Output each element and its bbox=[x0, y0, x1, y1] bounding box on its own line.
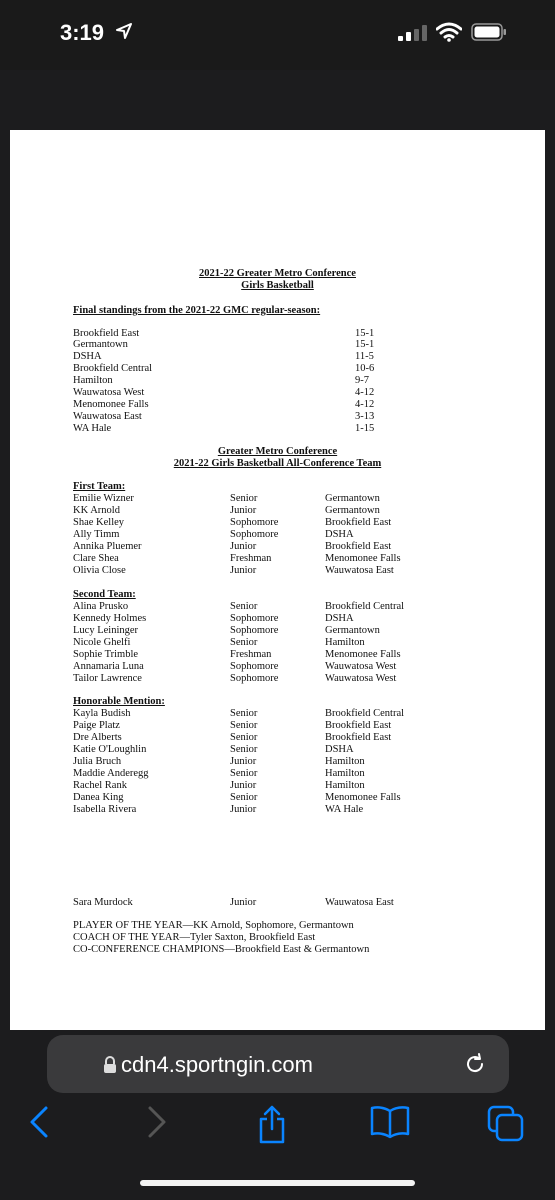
player-school: Wauwatosa West bbox=[325, 661, 397, 672]
player-name: Kennedy Holmes bbox=[73, 613, 147, 624]
player-school: Brookfield East bbox=[325, 732, 392, 743]
player-year: Senior bbox=[230, 708, 258, 719]
player-school: Hamilton bbox=[325, 756, 365, 767]
lock-icon bbox=[103, 1056, 117, 1074]
player-name: Ally Timm bbox=[73, 529, 120, 540]
home-indicator bbox=[140, 1180, 415, 1186]
player-year: Senior bbox=[230, 637, 258, 648]
player-year: Sophomore bbox=[230, 625, 279, 636]
player-name: Tailor Lawrence bbox=[73, 673, 142, 684]
player-name: Paige Platz bbox=[73, 720, 120, 731]
player-name: Olivia Close bbox=[73, 565, 126, 576]
standings-record: 15-1 bbox=[355, 339, 375, 350]
player-name: KK Arnold bbox=[73, 505, 120, 516]
reload-icon[interactable] bbox=[463, 1052, 487, 1076]
share-icon[interactable] bbox=[256, 1105, 288, 1145]
status-time: 3:19 bbox=[60, 20, 105, 45]
forward-icon[interactable] bbox=[146, 1105, 168, 1139]
player-school: Germantown bbox=[325, 493, 380, 504]
player-school: WA Hale bbox=[325, 804, 364, 815]
standings-team: Germantown bbox=[73, 339, 128, 350]
player-school: Wauwatosa West bbox=[325, 673, 397, 684]
doc-subtitle: Girls Basketball bbox=[241, 280, 314, 291]
standings-team: Menomonee Falls bbox=[73, 399, 149, 410]
player-name: Sara Murdock bbox=[73, 897, 133, 908]
player-year: Senior bbox=[230, 493, 258, 504]
player-school: Hamilton bbox=[325, 637, 365, 648]
player-year: Freshman bbox=[230, 649, 272, 660]
status-bar bbox=[0, 0, 555, 70]
player-name: Clare Shea bbox=[73, 553, 119, 564]
first-team-heading: First Team: bbox=[73, 481, 126, 492]
player-school: Hamilton bbox=[325, 780, 365, 791]
player-school: Menomonee Falls bbox=[325, 649, 401, 660]
all-conference-subtitle: 2021-22 Girls Basketball All-Conference Team bbox=[173, 458, 382, 469]
player-name: Sophie Trimble bbox=[73, 649, 139, 660]
player-year: Senior bbox=[230, 744, 258, 755]
player-school: Germantown bbox=[325, 625, 380, 636]
player-name: Dre Alberts bbox=[73, 732, 122, 743]
player-year: Junior bbox=[230, 541, 257, 552]
player-year: Senior bbox=[230, 732, 258, 743]
player-year: Sophomore bbox=[230, 613, 279, 624]
player-school: DSHA bbox=[325, 613, 354, 624]
standings-record: 3-13 bbox=[355, 411, 375, 422]
player-year: Senior bbox=[230, 601, 258, 612]
signal-icon bbox=[398, 25, 428, 41]
pdf-page-2 bbox=[10, 832, 545, 1032]
standings-team: Brookfield Central bbox=[73, 363, 153, 374]
player-name: Rachel Rank bbox=[73, 780, 127, 791]
standings-heading: Final standings from the 2021-22 GMC regular-season: bbox=[73, 305, 321, 316]
player-year: Sophomore bbox=[230, 673, 279, 684]
player-name: Shae Kelley bbox=[73, 517, 125, 528]
player-year: Junior bbox=[230, 565, 257, 576]
bookmarks-icon[interactable] bbox=[370, 1105, 410, 1139]
standings-record: 15-1 bbox=[355, 328, 375, 339]
standings-record: 9-7 bbox=[355, 375, 369, 386]
doc-title: 2021-22 Greater Metro Conference bbox=[199, 268, 356, 279]
player-school: DSHA bbox=[325, 744, 354, 755]
player-school: Wauwatosa East bbox=[325, 565, 394, 576]
battery-icon bbox=[471, 23, 507, 41]
player-school: Wauwatosa East bbox=[325, 897, 394, 908]
player-name: Maddie Anderegg bbox=[73, 768, 149, 779]
player-name: Kayla Budish bbox=[73, 708, 131, 719]
pdf-viewer[interactable] bbox=[0, 70, 555, 1030]
second-team-heading: Second Team: bbox=[73, 589, 136, 600]
player-year: Junior bbox=[230, 780, 257, 791]
standings-team: Hamilton bbox=[73, 375, 113, 386]
player-school: Menomonee Falls bbox=[325, 792, 401, 803]
player-name: Alina Prusko bbox=[73, 601, 129, 612]
player-name: Danea King bbox=[73, 792, 124, 803]
standings-record: 10-6 bbox=[355, 363, 375, 374]
player-year: Junior bbox=[230, 897, 257, 908]
player-school: Brookfield Central bbox=[325, 601, 405, 612]
player-year: Freshman bbox=[230, 553, 272, 564]
standings-record: 4-12 bbox=[355, 399, 375, 410]
player-name: Julia Bruch bbox=[73, 756, 122, 767]
player-name: Isabella Rivera bbox=[73, 804, 137, 815]
all-conference-title: Greater Metro Conference bbox=[217, 446, 338, 457]
player-name: Emilie Wizner bbox=[73, 493, 134, 504]
player-name: Nicole Ghelfi bbox=[73, 637, 131, 648]
player-year: Junior bbox=[230, 505, 257, 516]
standings-record: 4-12 bbox=[355, 387, 375, 398]
url-text: cdn4.sportngin.com bbox=[121, 1052, 313, 1077]
player-year: Sophomore bbox=[230, 517, 279, 528]
player-year: Senior bbox=[230, 768, 258, 779]
address-bar[interactable] bbox=[47, 1035, 509, 1093]
honorable-mention-heading: Honorable Mention: bbox=[73, 696, 165, 707]
standings-team: Brookfield East bbox=[73, 328, 140, 339]
player-name: Lucy Leininger bbox=[73, 625, 139, 636]
player-year: Senior bbox=[230, 792, 258, 803]
player-school: Brookfield Central bbox=[325, 708, 405, 719]
player-year: Junior bbox=[230, 756, 257, 767]
player-school: Brookfield East bbox=[325, 720, 392, 731]
player-school: DSHA bbox=[325, 529, 354, 540]
pdf-page-1 bbox=[10, 130, 545, 890]
award-co-champions: CO-CONFERENCE CHAMPIONS—Brookfield East & Germantown bbox=[73, 944, 370, 955]
player-year: Junior bbox=[230, 804, 257, 815]
player-year: Senior bbox=[230, 720, 258, 731]
browser-toolbar bbox=[0, 1030, 555, 1200]
player-school: Hamilton bbox=[325, 768, 365, 779]
standings-record: 1-15 bbox=[355, 423, 375, 434]
player-name: Annamaria Luna bbox=[73, 661, 144, 672]
award-player-of-year: PLAYER OF THE YEAR—KK Arnold, Sophomore, Germantown bbox=[73, 920, 354, 931]
player-name: Annika Pluemer bbox=[73, 541, 142, 552]
player-school: Menomonee Falls bbox=[325, 553, 401, 564]
standings-team: Wauwatosa East bbox=[73, 411, 142, 422]
wifi-icon bbox=[436, 22, 462, 42]
standings-record: 11-5 bbox=[355, 351, 374, 362]
tabs-icon[interactable] bbox=[487, 1105, 525, 1143]
player-year: Sophomore bbox=[230, 529, 279, 540]
back-icon[interactable] bbox=[28, 1105, 50, 1139]
player-school: Brookfield East bbox=[325, 517, 392, 528]
player-school: Germantown bbox=[325, 505, 380, 516]
player-school: Brookfield East bbox=[325, 541, 392, 552]
player-name: Katie O'Loughlin bbox=[73, 744, 147, 755]
player-year: Sophomore bbox=[230, 661, 279, 672]
location-arrow-icon bbox=[116, 23, 132, 39]
standings-team: DSHA bbox=[73, 351, 102, 362]
standings-team: WA Hale bbox=[73, 423, 112, 434]
standings-team: Wauwatosa West bbox=[73, 387, 145, 398]
award-coach-of-year: COACH OF THE YEAR—Tyler Saxton, Brookfield East bbox=[73, 932, 316, 943]
